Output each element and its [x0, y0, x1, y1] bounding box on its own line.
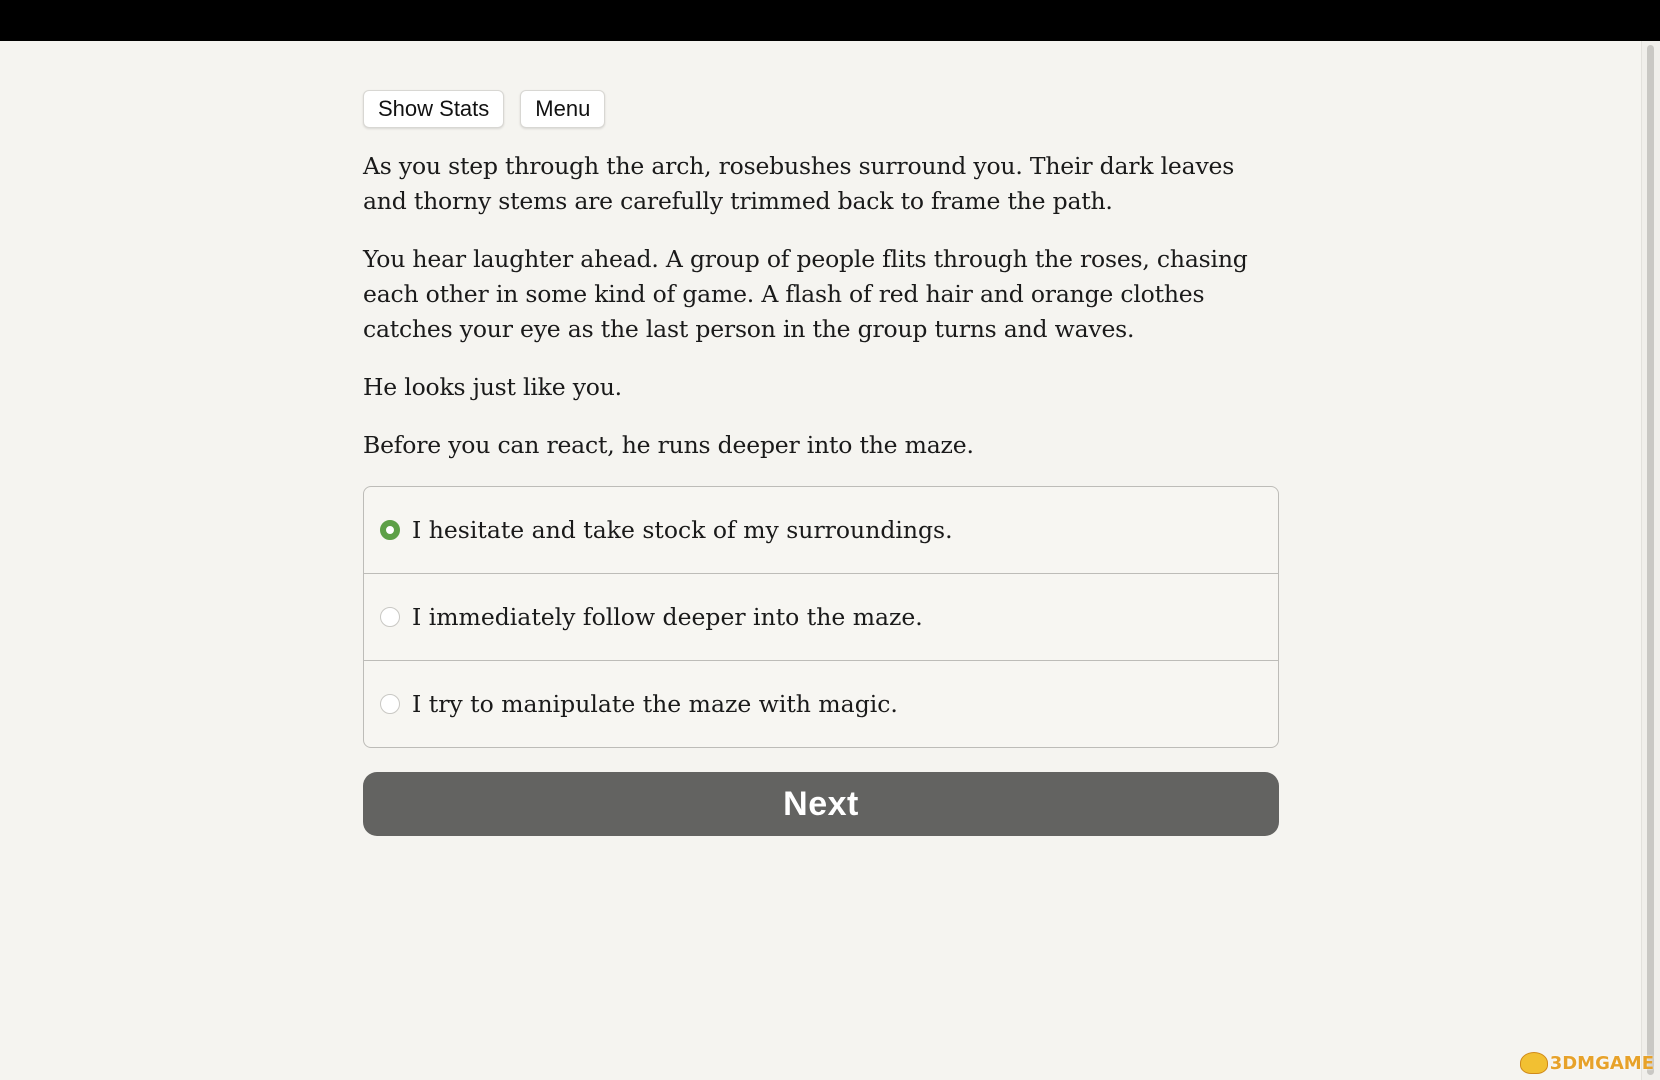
story-paragraph: Before you can react, he runs deeper into the maze. [363, 431, 974, 459]
radio-unselected-icon[interactable] [380, 694, 400, 714]
scrollbar-thumb[interactable] [1647, 45, 1654, 1075]
show-stats-button[interactable]: Show Stats [363, 90, 504, 128]
choice-label: I hesitate and take stock of my surroundings. [412, 516, 953, 544]
game-content [363, 90, 1279, 836]
choice-option-magic[interactable] [364, 660, 1278, 747]
story-paragraph: As you step through the arch, rosebushes surround you. Their dark leaves and thorny stems are carefully trimmed back to frame the path. [363, 152, 1235, 215]
radio-selected-icon[interactable] [380, 520, 400, 540]
toolbar [363, 90, 1279, 128]
window-top-bar [0, 0, 1660, 41]
watermark [1520, 1052, 1654, 1074]
choice-option-follow[interactable] [364, 573, 1278, 660]
choice-label: I try to manipulate the maze with magic. [412, 690, 898, 718]
menu-button[interactable]: Menu [520, 90, 605, 128]
choice-option-hesitate[interactable] [364, 487, 1278, 573]
story-text [363, 149, 1279, 463]
watermark-text: 3DMGAME [1549, 1052, 1654, 1074]
choice-list [363, 486, 1279, 748]
story-paragraph: You hear laughter ahead. A group of people flits through the roses, chasing each other in some kind of game. A flash of red hair and orange clothes catches your eye as the last person in the group turns and waves. [363, 245, 1248, 343]
next-button[interactable]: Next [363, 772, 1279, 836]
choice-label: I immediately follow deeper into the maze. [412, 603, 923, 631]
vertical-scrollbar[interactable] [1641, 41, 1660, 1080]
watermark-logo-icon [1520, 1052, 1548, 1074]
radio-unselected-icon[interactable] [380, 607, 400, 627]
story-paragraph: He looks just like you. [363, 373, 622, 401]
